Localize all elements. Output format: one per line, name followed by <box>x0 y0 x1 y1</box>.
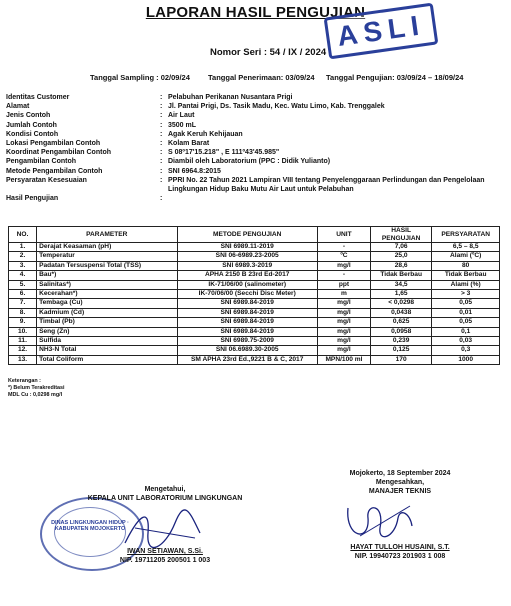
cell-unit: - <box>317 243 370 252</box>
info-row <box>6 139 498 148</box>
info-row <box>6 102 498 111</box>
info-label: Metode Pengambilan Contoh <box>6 167 103 175</box>
col-method: METODE PENGUJIAN <box>177 227 317 243</box>
info-separator: : <box>160 121 163 129</box>
cell-result: Tidak Berbau <box>370 271 431 280</box>
info-row <box>6 111 498 120</box>
testing-date: Tanggal Pengujian: 03/09/24 – 18/09/24 <box>326 73 464 82</box>
left-signature <box>120 503 210 553</box>
cell-result: 170 <box>370 355 431 364</box>
notes-mdl: MDL Cu : 0,0298 mg/l <box>8 392 63 398</box>
cell-requirement: 0,05 <box>432 318 500 327</box>
cell-requirement: 0,03 <box>432 337 500 346</box>
left-signer-nip: NIP. 19711205 200501 1 003 <box>119 557 211 564</box>
table-row <box>9 318 500 327</box>
col-result: HASIL PENGUJIAN <box>370 227 431 243</box>
right-line2: Mengesahkan, <box>375 479 425 486</box>
info-value: PPRI No. 22 Tahun 2021 Lampiran VIII tentang Penyelenggaraan Perlindungan dan Pengelolaan Lingkungan Hidup Baku Mutu Air Laut untuk Pelabuhan <box>168 176 485 194</box>
info-row <box>6 130 498 139</box>
cell-method: SNI 6989.11-2019 <box>177 243 317 252</box>
info-value: Kolam Barat <box>168 140 210 148</box>
col-requirement: PERSYARATAN <box>432 227 500 243</box>
cell-unit: - <box>317 271 370 280</box>
cell-result: 25,0 <box>370 252 431 261</box>
cell-unit: mg/l <box>317 337 370 346</box>
info-label: Jumlah Contoh <box>6 121 57 129</box>
info-value: SNI 6964.8:2015 <box>168 167 221 175</box>
cell-requirement: Alami (%) <box>432 280 500 289</box>
cell-result: 0,625 <box>370 318 431 327</box>
results-table <box>8 226 500 365</box>
cell-unit: ppt <box>317 280 370 289</box>
info-label: Pengambilan Contoh <box>6 158 76 166</box>
cell-method: SNI 6989.84-2019 <box>177 327 317 336</box>
right-signer-name: HAYAT TULLOH HUSAINI, S.T. <box>350 544 450 551</box>
info-separator: : <box>160 158 163 166</box>
info-label: Identitas Customer <box>6 94 70 101</box>
info-row <box>6 93 498 102</box>
cell-method: APHA 2150 B 23rd Ed-2017 <box>177 271 317 280</box>
info-separator: : <box>160 130 163 138</box>
info-separator: : <box>160 149 163 157</box>
cell-no: 13. <box>9 355 37 364</box>
cell-no: 3. <box>9 261 37 270</box>
cell-requirement: 6,5 – 8,5 <box>432 243 500 252</box>
table-row <box>9 299 500 308</box>
serial-number: Nomor Seri : 54 / IX / 2024 <box>210 47 327 58</box>
info-row <box>6 176 498 194</box>
cell-no: 8. <box>9 308 37 317</box>
cell-parameter: Salinitas*) <box>37 280 177 289</box>
cell-unit: mg/l <box>317 346 370 355</box>
asli-stamp: ASLI <box>324 3 439 60</box>
cell-result: 7,06 <box>370 243 431 252</box>
cell-method: SNI 6989.3-2019 <box>177 261 317 270</box>
info-row <box>6 194 498 203</box>
cell-no: 9. <box>9 318 37 327</box>
right-line3: MANAJER TEKNIS <box>368 488 432 495</box>
info-value: Air Laut <box>168 112 195 120</box>
table-row <box>9 252 500 261</box>
info-label: Jenis Contoh <box>6 112 51 120</box>
info-separator: : <box>160 167 163 175</box>
cell-method: SNI 06.6989.30-2005 <box>177 346 317 355</box>
receipt-date: Tanggal Penerimaan: 03/09/24 <box>208 73 315 82</box>
cell-result: 0,125 <box>370 346 431 355</box>
cell-method: SNI 6989.84-2019 <box>177 318 317 327</box>
col-unit: UNIT <box>317 227 370 243</box>
info-separator: : <box>160 103 163 111</box>
cell-parameter: Total Coliform <box>37 355 177 364</box>
col-parameter: PARAMETER <box>37 227 177 243</box>
cell-method: IK-70/06/00 (Secchi Disc Meter) <box>177 290 317 299</box>
cell-parameter: Temperatur <box>37 252 177 261</box>
cell-no: 11. <box>9 337 37 346</box>
info-row <box>6 121 498 130</box>
cell-no: 7. <box>9 299 37 308</box>
table-row <box>9 355 500 364</box>
lab-seal-text: DINAS LINGKUNGAN HIDUP · KABUPATEN MOJOKERTO <box>51 520 129 532</box>
cell-result: 28,6 <box>370 261 431 270</box>
info-separator: : <box>160 176 163 184</box>
cell-requirement: > 3 <box>432 290 500 299</box>
info-value: Diambil oleh Laboratorium (PPC : Didik Yulianto) <box>168 158 331 166</box>
cell-no: 4. <box>9 271 37 280</box>
info-label: Kondisi Contoh <box>6 130 59 138</box>
cell-parameter: Bau*) <box>37 271 177 280</box>
info-value: Pelabuhan Perikanan Nusantara Prigi <box>168 94 293 101</box>
cell-result: < 0,0298 <box>370 299 431 308</box>
sampling-date: Tanggal Sampling : 02/09/24 <box>90 73 190 82</box>
cell-parameter: Seng (Zn) <box>37 327 177 336</box>
cell-parameter: Timbal (Pb) <box>37 318 177 327</box>
table-row <box>9 280 500 289</box>
cell-method: SNI 6989.84-2019 <box>177 299 317 308</box>
sample-info <box>6 93 498 203</box>
info-row <box>6 148 498 157</box>
cell-unit: ºC <box>317 252 370 261</box>
cell-requirement: 80 <box>432 261 500 270</box>
info-label: Alamat <box>6 103 30 111</box>
info-label: Lokasi Pengambilan Contoh <box>6 140 101 148</box>
cell-requirement: 1000 <box>432 355 500 364</box>
cell-requirement: 0,1 <box>432 327 500 336</box>
cell-result: 0,239 <box>370 337 431 346</box>
report-title: LAPORAN HASIL PENGUJIAN <box>145 4 366 21</box>
table-row <box>9 261 500 270</box>
cell-parameter: Padatan Tersuspensi Total (TSS) <box>37 261 177 270</box>
info-label: Koordinat Pengambilan Contoh <box>6 149 111 157</box>
cell-requirement: 0,01 <box>432 308 500 317</box>
notes-accreditation: *) Belum Terakreditasi <box>8 385 65 391</box>
cell-parameter: Sulfida <box>37 337 177 346</box>
cell-unit: mg/l <box>317 308 370 317</box>
right-signer-nip: NIP. 19940723 201903 1 008 <box>354 553 446 560</box>
table-row <box>9 346 500 355</box>
table-row <box>9 271 500 280</box>
cell-method: SNI 06-6989.23-2005 <box>177 252 317 261</box>
left-signer-name: IWAN SETIAWAN, S.Si. <box>127 548 203 555</box>
info-separator: : <box>160 94 163 101</box>
cell-method: IK-71/06/00 (salinometer) <box>177 280 317 289</box>
table-row <box>9 337 500 346</box>
info-row <box>6 167 498 176</box>
cell-unit: mg/l <box>317 327 370 336</box>
info-separator: : <box>160 112 163 120</box>
cell-requirement: 0,05 <box>432 299 500 308</box>
info-row <box>6 157 498 166</box>
cell-requirement: 0,3 <box>432 346 500 355</box>
info-value: S 08º17'15.218" , E 111º43'45.985" <box>168 149 280 157</box>
cell-parameter: NH3-N Total <box>37 346 177 355</box>
cell-method: SNI 6989.84-2019 <box>177 308 317 317</box>
info-separator: : <box>160 140 163 148</box>
notes <box>8 378 65 399</box>
cell-parameter: Kecerahan*) <box>37 290 177 299</box>
table-row <box>9 243 500 252</box>
table-row <box>9 327 500 336</box>
cell-unit: mg/l <box>317 318 370 327</box>
cell-result: 1,65 <box>370 290 431 299</box>
cell-method: SM APHA 23rd Ed.,9221 B & C, 2017 <box>177 355 317 364</box>
cell-result: 0,0438 <box>370 308 431 317</box>
cell-result: 0,0958 <box>370 327 431 336</box>
cell-method: SNI 6989.75-2009 <box>177 337 317 346</box>
info-value: 3500 mL <box>168 121 197 129</box>
cell-unit: mg/l <box>317 261 370 270</box>
table-row <box>9 290 500 299</box>
info-separator: : <box>160 195 163 203</box>
cell-no: 5. <box>9 280 37 289</box>
cell-unit: MPN/100 ml <box>317 355 370 364</box>
info-label: Persyaratan Kesesuaian <box>6 176 87 184</box>
cell-no: 12. <box>9 346 37 355</box>
cell-unit: mg/l <box>317 299 370 308</box>
info-value: Agak Keruh Kehijauan <box>168 130 243 138</box>
cell-requirement: Alami (ºC) <box>432 252 500 261</box>
table-header-row <box>9 227 500 243</box>
cell-unit: m <box>317 290 370 299</box>
cell-result: 34,5 <box>370 280 431 289</box>
cell-no: 10. <box>9 327 37 336</box>
cell-parameter: Kadmium (Cd) <box>37 308 177 317</box>
left-line2: KEPALA UNIT LABORATORIUM LINGKUNGAN <box>87 495 243 502</box>
right-signature <box>340 498 420 548</box>
notes-title: Keterangan : <box>8 378 41 384</box>
cell-no: 6. <box>9 290 37 299</box>
cell-parameter: Tembaga (Cu) <box>37 299 177 308</box>
table-row <box>9 308 500 317</box>
cell-requirement: Tidak Berbau <box>432 271 500 280</box>
cell-no: 2. <box>9 252 37 261</box>
info-value <box>168 194 498 203</box>
col-no: NO. <box>9 227 37 243</box>
cell-no: 1. <box>9 243 37 252</box>
cell-parameter: Derajat Keasaman (pH) <box>37 243 177 252</box>
info-label: Hasil Pengujian <box>6 195 59 203</box>
right-line1: Mojokerto, 18 September 2024 <box>349 470 451 477</box>
left-line1: Mengetahui, <box>144 486 186 493</box>
info-value: Jl. Pantai Prigi, Ds. Tasik Madu, Kec. Watu Limo, Kab. Trenggalek <box>168 103 385 111</box>
